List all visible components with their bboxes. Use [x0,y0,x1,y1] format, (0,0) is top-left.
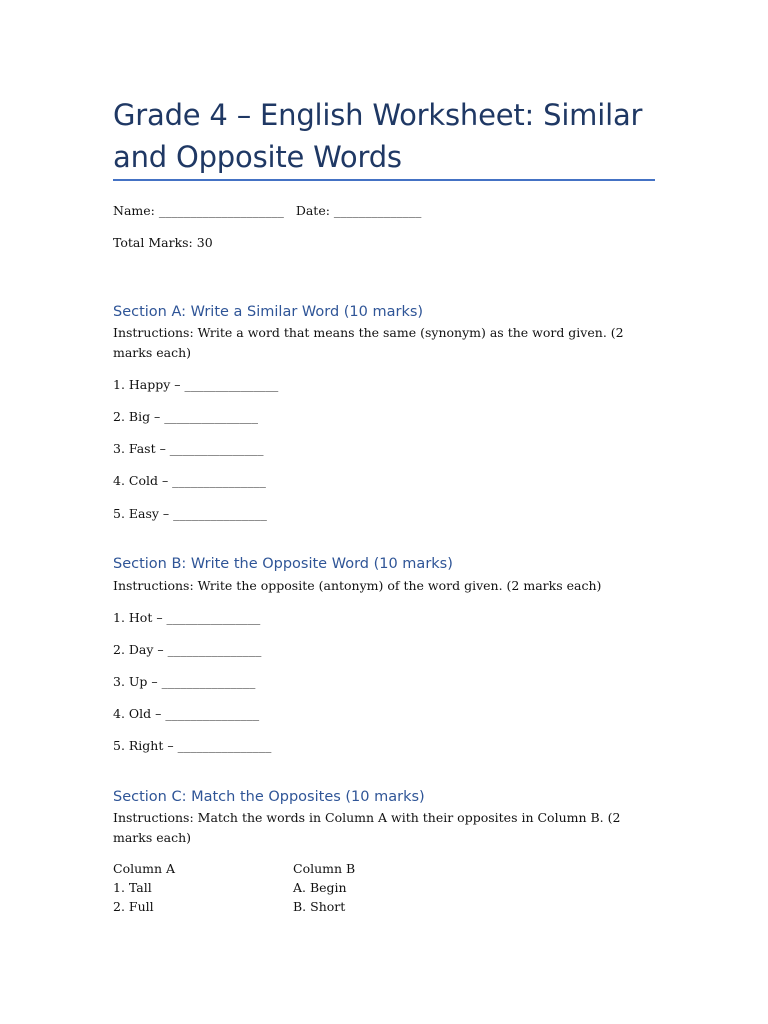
name-field[interactable]: Name: ____________________ [113,203,284,218]
section-a-heading: Section A: Write a Similar Word (10 marks) [113,304,424,320]
section-b-item-3[interactable]: 3. Up – _______________ [113,674,256,689]
section-b-item-4[interactable]: 4. Old – _______________ [113,706,260,721]
title-underline [113,179,655,181]
column-a-item-2: 2. Full [113,899,154,914]
section-a-item-2[interactable]: 2. Big – _______________ [113,409,259,424]
section-a-instructions: Instructions: Write a word that means the same (synonym) as the word given. (2 marks each) [113,325,624,360]
column-b-item-a: A. Begin [293,880,347,895]
section-c-instructions: Instructions: Match the words in Column A with their opposites in Column B. (2 marks each) [113,810,621,845]
section-b-instructions: Instructions: Write the opposite (antonym) of the word given. (2 marks each) [113,578,602,593]
page-title: Grade 4 – English Worksheet: Similar and Opposite Words [113,98,643,174]
total-marks: Total Marks: 30 [113,235,213,250]
column-a-item-1: 1. Tall [113,880,152,895]
section-b-heading: Section B: Write the Opposite Word (10 marks) [113,556,453,572]
section-b-item-5[interactable]: 5. Right – _______________ [113,738,272,753]
column-b-header: Column B [293,861,356,876]
section-b-item-1[interactable]: 1. Hot – _______________ [113,610,261,625]
column-b-item-b: B. Short [293,899,346,914]
date-field[interactable]: Date: ______________ [295,203,422,218]
column-a-header: Column A [113,861,176,876]
section-a-item-4[interactable]: 4. Cold – _______________ [113,473,266,488]
section-a-item-1[interactable]: 1. Happy – _______________ [113,377,279,392]
section-c-heading: Section C: Match the Opposites (10 marks) [113,789,425,805]
section-a-item-3[interactable]: 3. Fast – _______________ [113,441,264,456]
section-a-item-5[interactable]: 5. Easy – _______________ [113,506,267,521]
section-b-item-2[interactable]: 2. Day – _______________ [113,642,262,657]
name-date-row [113,203,421,218]
